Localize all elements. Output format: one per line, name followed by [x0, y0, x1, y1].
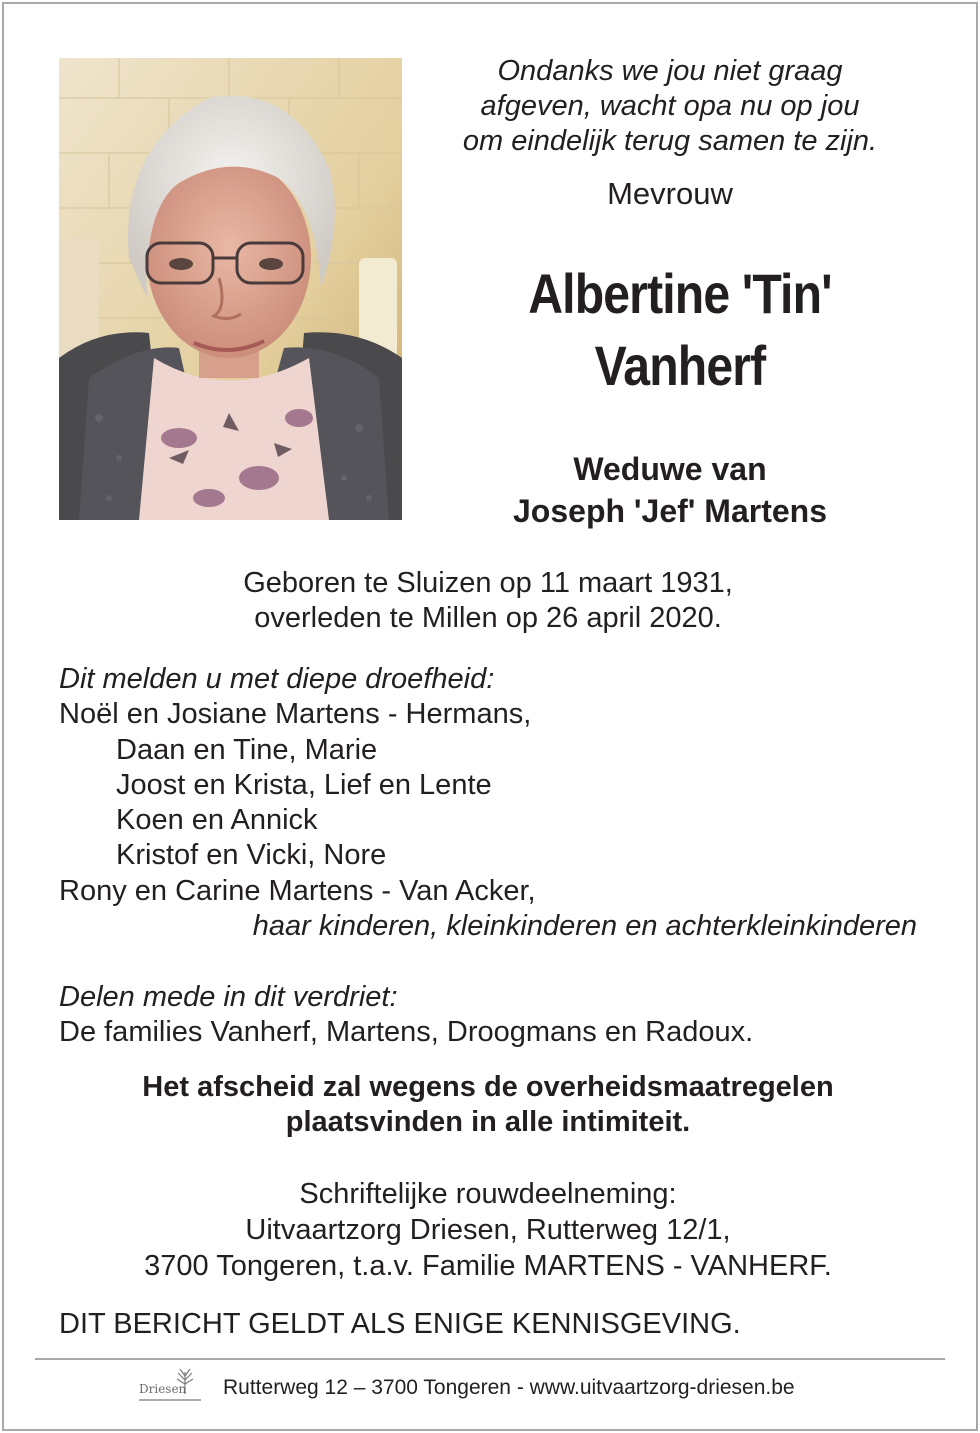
quote-line: Ondanks we jou niet graag: [497, 55, 843, 87]
announcement-block: [59, 662, 917, 944]
grandchildren-line: Koen en Annick: [116, 804, 318, 837]
quote-line: afgeven, wacht opa nu op jou: [480, 90, 860, 122]
honorific-title: Mevrouw: [607, 176, 733, 211]
address-line: 3700 Tongeren, t.a.v. Familie MARTENS - VANHERF.: [144, 1250, 832, 1282]
grandchildren-line: Daan en Tine, Marie: [116, 733, 378, 766]
family-line: Rony en Carine Martens - Van Acker,: [59, 874, 536, 907]
address-line: Uitvaartzorg Driesen, Rutterweg 12/1,: [245, 1214, 731, 1246]
announcement-heading: Dit melden u met diepe droefheid:: [59, 663, 495, 695]
sharing-heading: Delen mede in dit verdriet:: [59, 981, 398, 1013]
footer-contact: Rutterweg 12 – 3700 Tongeren - www.uitvaartzorg-driesen.be: [223, 1376, 795, 1399]
deceased-name: [456, 258, 903, 402]
families-line: De families Vanherf, Martens, Droogmans en Radoux.: [59, 1016, 754, 1049]
quote-line: om eindelijk terug samen te zijn.: [462, 125, 878, 157]
driesen-logo: [135, 1366, 207, 1410]
grandchildren-line: Joost en Krista, Lief en Lente: [116, 768, 492, 801]
widow-label: Weduwe van: [573, 451, 767, 487]
farewell-line-2: plaatsvinden in alle intimiteit.: [285, 1106, 691, 1138]
official-notice: DIT BERICHT GELDT ALS ENIGE KENNISGEVING.: [59, 1308, 741, 1340]
memorial-quote: [430, 54, 910, 159]
footer-divider: [35, 1358, 945, 1360]
name-line-1: Albertine 'Tin': [528, 262, 832, 325]
portrait-photo: [59, 58, 402, 520]
widow-of: [410, 448, 930, 532]
birth-line: Geboren te Sluizen op 11 maart 1931,: [243, 567, 733, 599]
condolence-address: [0, 1176, 976, 1284]
spouse-name: Joseph 'Jef' Martens: [513, 493, 827, 529]
name-line-2: Vanherf: [594, 334, 766, 397]
birth-death-dates: [0, 566, 976, 636]
logo-text: Driesen: [139, 1382, 187, 1396]
farewell-line-1: Het afscheid zal wegens de overheidsmaatregelen: [142, 1071, 834, 1103]
grandchildren-line: Kristof en Vicki, Nore: [116, 839, 387, 872]
relation-line: haar kinderen, kleinkinderen en achterkleinkinderen: [252, 910, 917, 943]
farewell-notice: [0, 1070, 976, 1140]
family-line: Noël en Josiane Martens - Hermans,: [59, 698, 532, 731]
sharing-block: [59, 980, 753, 1051]
death-line: overleden te Millen op 26 april 2020.: [254, 602, 722, 634]
condolence-heading: Schriftelijke rouwdeelneming:: [299, 1178, 677, 1210]
